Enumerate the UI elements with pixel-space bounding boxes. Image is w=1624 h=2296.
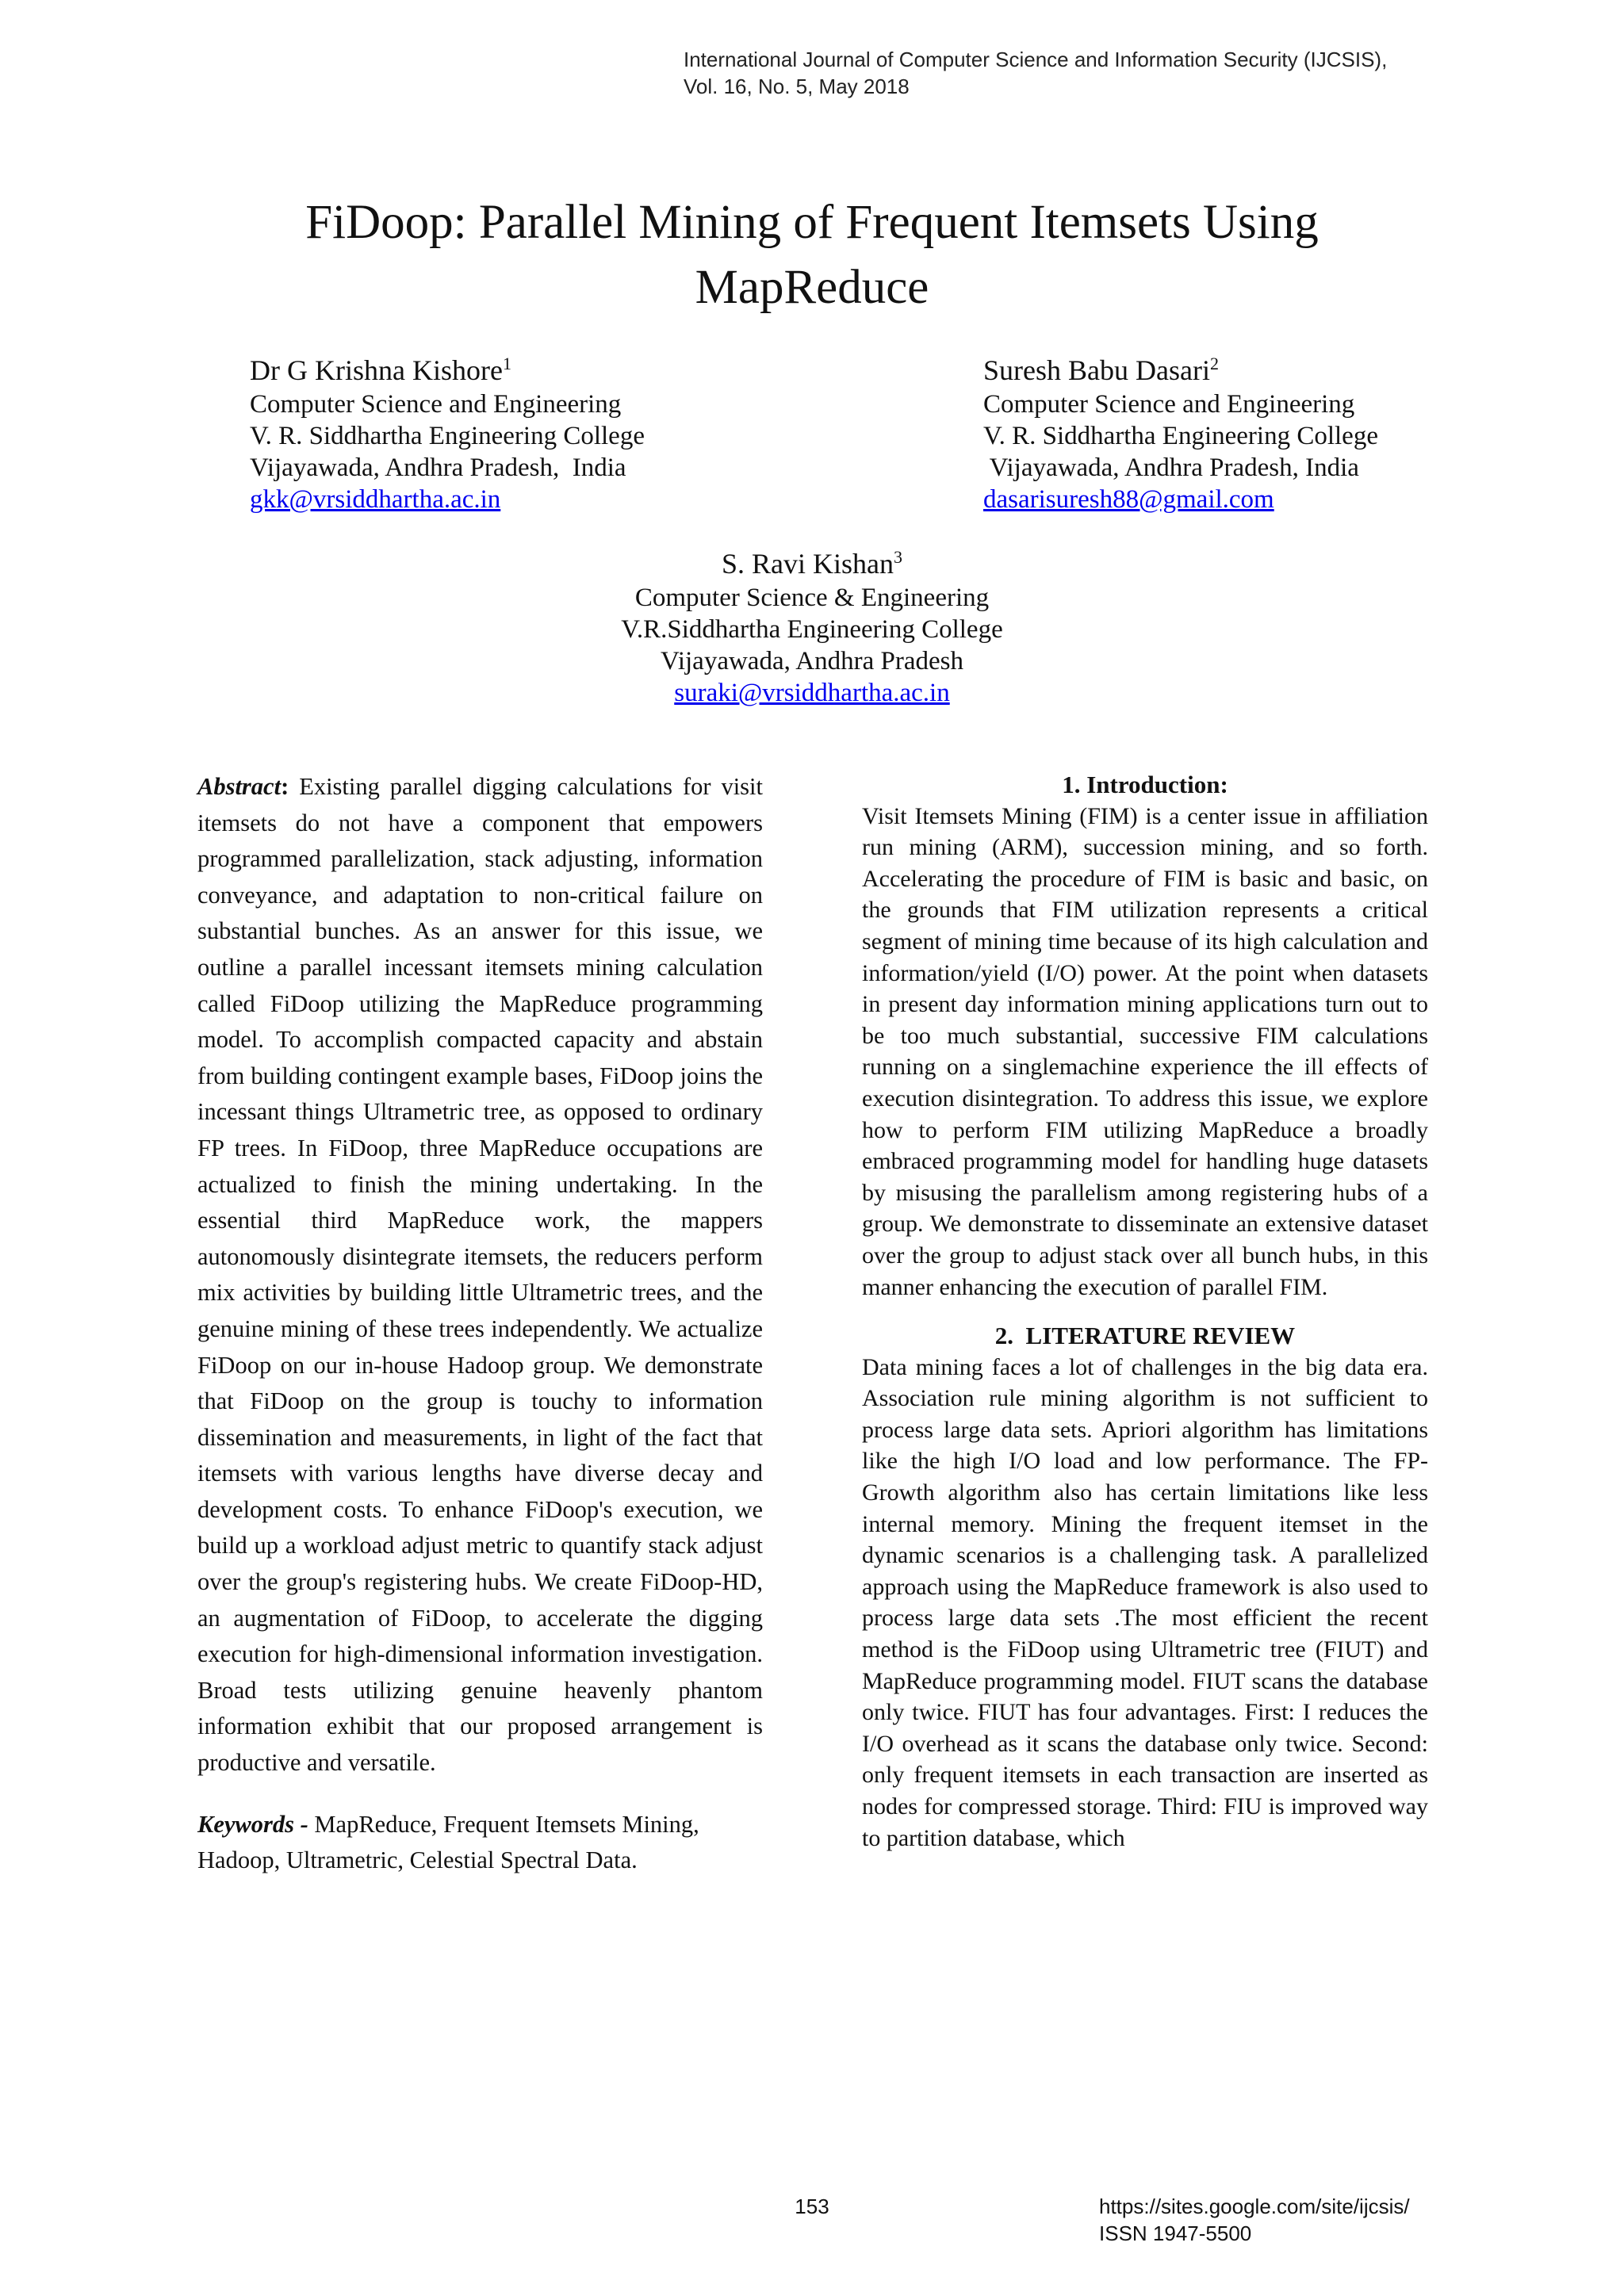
abstract-text: Existing parallel digging calculations for visit itemsets do not have a component that empowers programmed parallelization, stack adjusting, information conveyance, and adaptation to non-critical failure on substantial bunches. As an answer for this issue, we outline a parallel incessant itemsets mining calculation called FiDoop utilizing the MapReduce programming model. To accomplish compacted capacity and abstain from building contingent example bases, FiDoop joins the incessant things Ultrametric tree, as opposed to ordinary FP trees. In FiDoop, three MapReduce occupations are actualized to finish the mining undertaking. In the essential third MapReduce work, the mappers autonomously disintegrate itemsets, the reducers perform mix activities by building little Ultrametric trees, and the genuine mining of these trees independently. We actualize FiDoop on our in-house Hadoop group. We demonstrate that FiDoop on the group is touchy to information dissemination and measurements, in light of the fact that itemsets with various lengths have diverse decay and development costs. To enhance FiDoop's execution, we build up a workload adjust metric to quantify stack adjust over the group's registering hubs. We create FiDoop-HD, an augmentation of FiDoop, to accelerate the digging execution for high-dimensional information investigation. Broad tests utilizing genuine heavenly phantom information exhibit that our proposed arrangement is productive and versatile.	[197, 773, 763, 1777]
author-college: V. R. Siddhartha Engineering College	[983, 422, 1378, 450]
literature-text: Data mining faces a lot of challenges in the big data era. Association rule mining algorithm is not sufficient to process large data sets. Apriori algorithm has limitations like the high I/O load and low performance. The FP-Growth algorithm also has certain limitations like less internal memory. Mining the frequent itemset in the dynamic scenarios is a challenging task. A parallelized approach using the MapReduce framework is also used to process large data sets .The most efficient the recent method is the FiDoop using Ultrametric tree (FIUT) and MapReduce programming model. FIUT scans the database only twice. FIUT has four advantages. First: I reduces the I/O overhead as it scans the database only twice. Second: only frequent itemsets in each transaction are inserted as nodes for compressed storage. Third: FIU is improved way to partition database, which	[862, 1353, 1428, 1851]
keywords-text: MapReduce, Frequent Itemsets Mining, Hadoop, Ultrametric, Celestial Spectral Data.	[197, 1810, 699, 1874]
left-column	[197, 769, 763, 1879]
author-name: S. Ravi Kishan$^3$	[721, 547, 902, 580]
intro-heading: 1. Introduction:	[1062, 771, 1228, 798]
author-email-link[interactable]: suraki@vrsiddhartha.ac.in	[674, 679, 950, 707]
author-location: Vijayawada, Andhra Pradesh, India	[250, 453, 626, 482]
page-number: 153	[795, 2195, 829, 2218]
journal-volume: Vol. 16, No. 5, May 2018	[684, 75, 910, 98]
journal-header	[684, 46, 1477, 100]
intro-text: Visit Itemsets Mining (FIM) is a center issue in affiliation run mining (ARM), succession mining, and so forth. Accelerating the procedure of FIM is basic and basic, on the grounds that FIM utilization represents a critical segment of mining time because of its high calculation and information/yield (I/O) power. At the point when datasets in present day information mining applications turn out to be too much substantial, successive FIM calculations running on a singlemachine experience the ill effects of execution disintegration. To address this issue, we explore how to perform FIM utilizing MapReduce a broadly embraced programming model for handling huge datasets by misusing the parallelism among registering hubs of a group. We demonstrate to disseminate an extensive dataset over the group to adjust stack over all bunch hubs, in this manner enhancing the execution of parallel FIM.	[862, 802, 1428, 1300]
author-dept: Computer Science & Engineering	[634, 584, 990, 612]
author-block-3	[574, 539, 1050, 709]
author-email-link[interactable]: gkk@vrsiddhartha.ac.in	[250, 485, 501, 514]
author-dept: Computer Science and Engineering	[250, 390, 622, 419]
author-location: Vijayawada, Andhra Pradesh, India	[983, 453, 1359, 482]
footer-info	[1099, 2193, 1496, 2247]
footer-issn: ISSN 1947-5500	[1099, 2221, 1252, 2245]
paper-title	[198, 190, 1426, 320]
right-column	[862, 769, 1428, 1854]
author-name: Suresh Babu Dasari$^2$	[983, 354, 1219, 386]
keywords-paragraph	[197, 1807, 763, 1879]
author-email-link[interactable]: dasarisuresh88@gmail.com	[983, 485, 1274, 514]
literature-heading: 2. LITERATURE REVIEW	[994, 1322, 1296, 1350]
abstract-paragraph: Abstract: Existing parallel digging calculations for visit itemsets do not have a component that empowers programmed parallelization, stack adjusting, information conveyance, and adaptation to non-critical failure on substantial bunches. As an answer for this issue, we outline a parallel incessant itemsets mining calculation called FiDoop utilizing the MapReduce programming model. To accomplish compacted capacity and abstain from building contingent example bases, FiDoop joins the incessant things Ultrametric tree, as opposed to ordinary FP trees. In FiDoop, three MapReduce occupations are actualized to finish the mining undertaking. In the essential third MapReduce work, the mappers autonomously disintegrate itemsets, the reducers perform mix activities by building little Ultrametric trees, and the genuine mining of these trees independently. We actualize FiDoop on our in-house Hadoop group. We demonstrate that FiDoop on the group is touchy to information dissemination and measurements, in light of the fact that itemsets with various lengths have diverse decay and development costs. To enhance FiDoop's execution, we build up a workload adjust metric to quantify stack adjust over the group's registering hubs. We create FiDoop-HD, an augmentation of FiDoop, to accelerate the digging execution for high-dimensional information investigation. Broad tests utilizing genuine heavenly phantom information exhibit that our proposed arrangement is productive and versatile.	[197, 773, 763, 1777]
author-block-1	[250, 346, 645, 515]
keywords-label: Keywords -	[197, 1810, 308, 1838]
author-name: Dr G Krishna Kishore$^1$	[250, 354, 511, 386]
author-location: Vijayawada, Andhra Pradesh	[661, 647, 963, 675]
author-dept: Computer Science and Engineering	[983, 390, 1355, 419]
footer-url: https://sites.google.com/site/ijcsis/	[1099, 2195, 1410, 2218]
title-line-2: MapReduce	[695, 261, 929, 314]
journal-name: International Journal of Computer Science and Information Security (IJCSIS),	[684, 48, 1388, 71]
title-line-1: FiDoop: Parallel Mining of Frequent Itemsets Using	[305, 196, 1319, 249]
abstract-label: Abstract	[197, 773, 282, 800]
author-block-2	[983, 346, 1378, 515]
author-college: V. R. Siddhartha Engineering College	[250, 422, 645, 450]
author-college: V.R.Siddhartha Engineering College	[621, 615, 1003, 644]
